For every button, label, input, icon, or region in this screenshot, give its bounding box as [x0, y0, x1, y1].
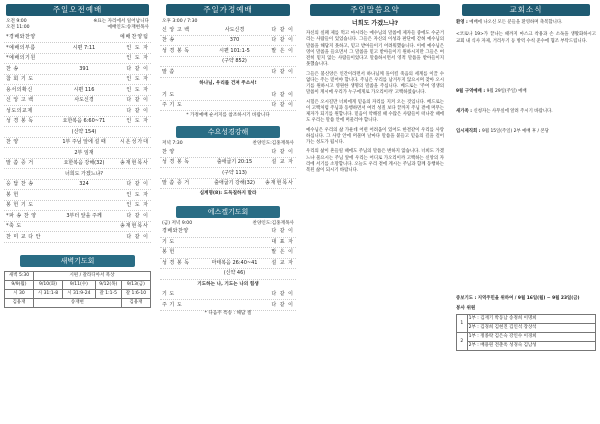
dawn-day: 9/11(수)	[63, 280, 96, 289]
order-leader: 다 같 이	[126, 97, 149, 104]
order-item: 봉 헌 기 도	[6, 202, 34, 209]
ephesus-message: 기도하는 나, 기도는 나의 힘생	[197, 281, 259, 287]
order-leader: 송재현목사	[119, 160, 149, 167]
schedule-table	[456, 314, 596, 351]
order-row	[4, 106, 151, 117]
order-item: 말 씀	[162, 68, 175, 75]
morning-title: 주일오전예배	[6, 4, 149, 16]
wednesday-sub: 십계명(8): 도둑질하지 말라	[199, 191, 257, 197]
order-item: 말 씀 증 거	[6, 160, 34, 167]
order-detail: 마태복음 26:40~41	[211, 259, 258, 266]
order-leader: 다 같 이	[126, 65, 149, 72]
order-detail: 391	[79, 65, 89, 72]
order-leader: 예배찬양팀	[119, 34, 149, 41]
order-leader: 시온성가대	[119, 139, 149, 146]
order-row	[160, 259, 296, 270]
order-row	[4, 232, 151, 243]
news-item-head: 9월 구역예배 :	[456, 88, 487, 94]
sermon-paragraph: 그들은 불신앙은 인간이라면서 하나님께 돌이킬 죽음의 세계를 이끌 수 없다는 주는 믿어야 합니다. 주님은 우리를 남겨두지 않으시며 찾아 오시기를 원하시고 영원한 생명의 말씀을 주십니다. 베드로는 '주여 영생의 말씀이 계시매 우리가 누구에게로 가오리이까' 고백하였습니다.	[306, 71, 444, 96]
news-item-head: 환영 :	[456, 20, 470, 25]
order-detail: 1부 주님 앞에 설 때	[62, 139, 106, 146]
order-leader: 설 교 자	[271, 159, 294, 166]
dawn-ref: 갈 1:6-10	[121, 289, 150, 298]
order-item: 성 경 봉 독	[162, 259, 190, 266]
order-detail: 너희도 가겠느냐?	[64, 170, 104, 177]
news-item	[456, 129, 596, 135]
order-leader: 다 같 이	[271, 301, 294, 308]
order-leader: 다 같 이	[126, 212, 149, 219]
order-row	[160, 269, 296, 280]
order-row	[4, 201, 151, 212]
order-item: 기 도	[162, 238, 175, 245]
dawn-day: 9/12(목)	[95, 280, 121, 289]
order-row	[160, 290, 296, 301]
morning-time-1: 오전 9:00	[6, 19, 27, 24]
wednesday-title: 수요성경강해	[176, 126, 280, 138]
news-item-head: 새가족 :	[456, 109, 474, 114]
order-item: 기 도	[162, 291, 175, 298]
order-row	[160, 147, 296, 158]
order-detail: (신약 154)	[71, 128, 97, 135]
news-item	[456, 89, 596, 95]
order-row	[160, 25, 296, 36]
evening-column	[158, 0, 298, 424]
order-row	[160, 227, 296, 238]
order-detail: (신약 46)	[223, 270, 246, 277]
order-leader: 다 같 이	[126, 233, 149, 240]
order-row	[160, 101, 296, 112]
order-leader: 다 같 이	[271, 148, 294, 155]
news-title: 교회소식	[462, 4, 590, 16]
order-row	[4, 148, 151, 159]
order-item: 성 경 봉 독	[6, 118, 34, 125]
order-detail: (구약 113)	[222, 169, 247, 176]
order-row	[4, 64, 151, 75]
sermon-column	[302, 0, 448, 424]
order-row	[4, 159, 151, 170]
dawn-subject: 시편 / 갈라디아서 묵상	[33, 271, 150, 280]
order-leader: 인 도 자	[126, 86, 149, 93]
evening-order-list	[158, 25, 298, 78]
prayer-note: 중보기도 : 지역주민을 위하여 / 9월 16일(월) ~ 9월 23일(금)	[456, 295, 580, 301]
order-row	[160, 158, 296, 169]
dawn-leader: 송재현	[33, 299, 121, 308]
order-leader: 다 같 이	[126, 107, 149, 114]
order-item: 용서의확신	[6, 86, 33, 93]
order-row	[160, 46, 296, 57]
order-item: 참 회 기 도	[6, 76, 34, 83]
order-row	[160, 67, 296, 78]
order-detail: 370	[229, 37, 240, 44]
order-row	[160, 168, 296, 179]
order-item: *축 도	[6, 223, 22, 230]
order-item: 기 도	[162, 91, 175, 98]
order-leader: 송재현목사	[264, 180, 294, 187]
news-column	[452, 0, 600, 424]
order-item: 경배와찬양	[162, 228, 189, 235]
dawn-time: 새벽 5:30	[5, 271, 34, 280]
order-row	[160, 238, 296, 249]
order-item: 봉 헌	[162, 249, 175, 256]
dawn-day: 9/9(월)	[5, 280, 34, 289]
dawn-ref: 시 31:9-24	[63, 289, 96, 298]
order-leader: 다 같 이	[271, 291, 294, 298]
news-item-text: 신청자는 사무실에 알려 주시기 바랍니다.	[473, 109, 553, 114]
sermon-title: 주일말씀요약	[310, 4, 440, 16]
order-leader: 다 같 이	[271, 91, 294, 98]
order-item: 신 앙 고 백	[162, 26, 190, 33]
morning-time-2: 오전 11:00	[6, 25, 30, 31]
order-item: 찬 양	[6, 139, 19, 146]
order-row	[160, 300, 296, 311]
ephesus-time: (금) 저녁 9:00	[162, 220, 193, 226]
sermon-paragraph: 자신의 실패 제를 먹고 마시라는 예수님의 말씀에 제자들 중에도 수군거리는 사람들이 있었습니다. 그들은 자신의 이성과 판단에 갇혀 예수님의 말씀을 해답지 못하고, 믿고 받아들이기 어려워했습니다. 이에 예수님은 영이 말씀을 들으면서 그 말씀을 믿고 받아들이기 원하시지만 그들은 여전히 믿지 않는 사람들이었다고 말씀하시면서 영적 말씀을 받아들이지 못했습니다.	[306, 31, 444, 68]
evening-note: * 가정예배 순서지를 참조하시기 바랍니다	[186, 113, 270, 119]
order-leader: 다 같 이	[271, 228, 294, 235]
order-row	[4, 211, 151, 222]
schedule-week: 1	[457, 315, 468, 333]
order-item: 신 앙 고 백	[6, 97, 34, 104]
schedule-week: 2	[457, 333, 468, 351]
order-item: 찬 송	[6, 65, 19, 72]
order-row	[4, 180, 151, 191]
order-detail: 2부 임재	[74, 149, 94, 156]
news-item-text: 9월 15일(주일) 2부 예배 후 / 본당	[482, 129, 549, 135]
order-row	[4, 117, 151, 128]
order-leader: 말 은 이	[271, 47, 294, 54]
news-item	[456, 20, 596, 26]
schedule-cell: 1부 : 김재기 박동남 송정희 이명희	[467, 315, 595, 324]
news-item	[456, 32, 596, 45]
order-leader: 다 같 이	[271, 102, 294, 109]
order-item: *경배와찬양	[6, 34, 36, 41]
order-leader: 송재현목사	[119, 223, 149, 230]
order-row	[160, 248, 296, 259]
news-item-text: <코로나 19>가 끝나는 때까지 마스크 착용과 손 소독을 생활화하시고 교회 내 식사 자제, 거리두기 등 방역 수칙 준수에 협조 부탁드립니다.	[456, 32, 596, 44]
order-detail: 출애굽기 강해(32)	[214, 180, 255, 187]
order-row	[160, 36, 296, 47]
order-row	[4, 138, 151, 149]
order-leader: 다 같 이	[126, 181, 149, 188]
evening-time: 오후 3:00 / 7:30	[162, 19, 198, 24]
order-row	[4, 75, 151, 86]
order-item: 주 기 도	[162, 102, 183, 109]
sermon-paragraph: 우리의 삶이 흔들릴 때에도 주님의 말씀은 변하지 않습니다. 너희도 가겠느냐 물으시는 주님 앞에 우리는 어디로 가오리이까 고백하는 신앙의 자리에 서기를 소망합니다. 오늘도 우리 곁에 계시는 주님과 함께 동행하는 복된 삶이 되시기 바랍니다.	[306, 149, 444, 174]
order-leader: 인 도 자	[126, 118, 149, 125]
order-item: 봉 헌	[6, 191, 19, 198]
order-item: 응 답 찬 송	[6, 181, 34, 188]
wednesday-time: 저녁 7:30	[162, 140, 183, 146]
order-leader: 대 표 자	[271, 238, 294, 245]
dawn-leader: 김용재	[121, 299, 150, 308]
order-detail: 사도신경	[224, 26, 245, 33]
ephesus-title: 에스겔기도회	[176, 206, 280, 218]
order-item: *예배의부름	[6, 44, 36, 51]
order-detail: (구약 852)	[222, 58, 247, 65]
order-leader: 인 도 자	[126, 44, 149, 51]
order-item: 찬 송	[162, 37, 175, 44]
schedule-title: 봉사 위원	[456, 305, 476, 311]
order-leader: 설 교 자	[271, 259, 294, 266]
order-leader: 인 도 자	[126, 191, 149, 198]
order-detail: 사도신경	[74, 97, 94, 104]
order-detail: 시편 7:11	[72, 44, 96, 51]
order-item: 찬 양	[162, 148, 175, 155]
news-item-text: 9월 29일(주일) 예배	[486, 88, 527, 94]
wednesday-leader: 찬양인도:김홍재목사	[252, 140, 294, 146]
evening-order-list-2	[158, 90, 298, 111]
order-leader: 다 같 이	[271, 37, 294, 44]
order-row	[4, 33, 151, 44]
order-item: 말 씀 증 거	[162, 180, 190, 187]
order-item: 성도의교제	[6, 107, 33, 114]
order-detail: 시편 101:1-5	[219, 47, 250, 54]
order-detail: 요한복음 6:60~71	[62, 118, 106, 125]
dawn-title: 새벽기도회	[20, 255, 135, 267]
order-row	[4, 169, 151, 180]
news-item-text: 예배에 나오신 모든 분들을 환영하며 축복합니다.	[469, 20, 563, 25]
sermon-paragraph: 시험은 오시길만 너희에게 믿음의 자리를 지켜 오는 것입니다. 베드로는 이 고백처럼 주님과 동행하면서 여러 성질 보다 끝까지 주님 곁에 머무는 제자가 되기를 원합니다. 믿음이 약해질 때 수많은 사람들이 떠나갈 때에도 우리는 말씀 안에 머물러야 합니다.	[306, 99, 444, 124]
schedule-cell: 1부 : 정종락 김은숙 강인수 이경희	[467, 333, 595, 342]
news-item	[456, 109, 596, 115]
order-item: 주 기 도	[162, 301, 183, 308]
morning-order-list	[0, 33, 155, 243]
dawn-ref: 시 31:1-8	[33, 289, 62, 298]
order-row	[4, 85, 151, 96]
order-leader: 인 도 자	[126, 55, 149, 62]
order-row	[4, 222, 151, 233]
order-item: *예배의기원	[6, 55, 36, 62]
ephesus-leader: 찬양인도:김홍재목사	[252, 220, 294, 226]
morning-column	[0, 0, 155, 424]
wednesday-order-list	[158, 147, 298, 189]
order-row	[160, 90, 296, 101]
order-row	[160, 179, 296, 190]
order-item: 성 경 봉 독	[162, 47, 190, 54]
order-detail: 시편 116	[73, 86, 95, 93]
order-row	[160, 57, 296, 68]
dawn-day: 9/10(화)	[33, 280, 62, 289]
dawn-ref: 시 30	[5, 289, 34, 298]
order-row	[4, 127, 151, 138]
dawn-ref: 갈 1:1-5	[95, 289, 121, 298]
morning-hymn-note: ※표는 자리에서 일어납니다	[93, 19, 149, 24]
order-row	[4, 54, 151, 65]
order-item: 찬 미 교 다 안	[6, 233, 42, 240]
order-item: *파 송 찬 양	[6, 212, 37, 219]
order-detail: 324	[79, 181, 89, 188]
sermon-heading: 너희도 가겠느냐?	[351, 20, 399, 27]
order-row	[4, 190, 151, 201]
order-leader: 인 도 자	[126, 76, 149, 83]
evening-title: 주일가정예배	[166, 4, 290, 16]
morning-leader: 예배인도:송재현목사	[107, 25, 149, 31]
order-leader: 말 은 이	[271, 249, 294, 256]
order-detail: 요한복음 강해(32)	[63, 160, 105, 167]
order-leader: 다 같 이	[271, 68, 294, 75]
ephesus-note: * 다음주 특송 : 해담 셀	[204, 310, 252, 316]
ephesus-order-list-2	[158, 290, 298, 311]
order-row	[4, 96, 151, 107]
schedule-cell: 2부 : 김경희 김현진 김인석 장상석	[467, 324, 595, 333]
dawn-leader: 김용재	[5, 299, 34, 308]
news-item-head: 임시제직회 :	[456, 129, 483, 135]
evening-message-title: 하나님, 우리를 건져 주소서!	[199, 80, 257, 86]
order-item: 성 경 봉 독	[162, 159, 190, 166]
ephesus-order-list	[158, 227, 298, 280]
dawn-table	[4, 271, 151, 308]
dawn-day: 9/13(금)	[121, 280, 150, 289]
order-leader: 다 같 이	[271, 26, 294, 33]
schedule-cell: 2부 : 배용원 전춘옥 성경숙 김남성	[467, 342, 595, 351]
order-detail: 3부터 앞을 주께	[66, 212, 102, 219]
sermon-paragraph: 예수님은 우리의 삶 가운데 어떤 어려움이 있어도 한결같이 우리를 사랑하십니다. 그 사랑 안에 머물며 날마다 말씀을 붙들고 믿음의 길을 걸어가는 성도가 됩시다.	[306, 127, 444, 146]
order-detail: 출애굽기 20:15	[216, 159, 253, 166]
order-leader: 인 도 자	[126, 202, 149, 209]
order-row	[4, 43, 151, 54]
